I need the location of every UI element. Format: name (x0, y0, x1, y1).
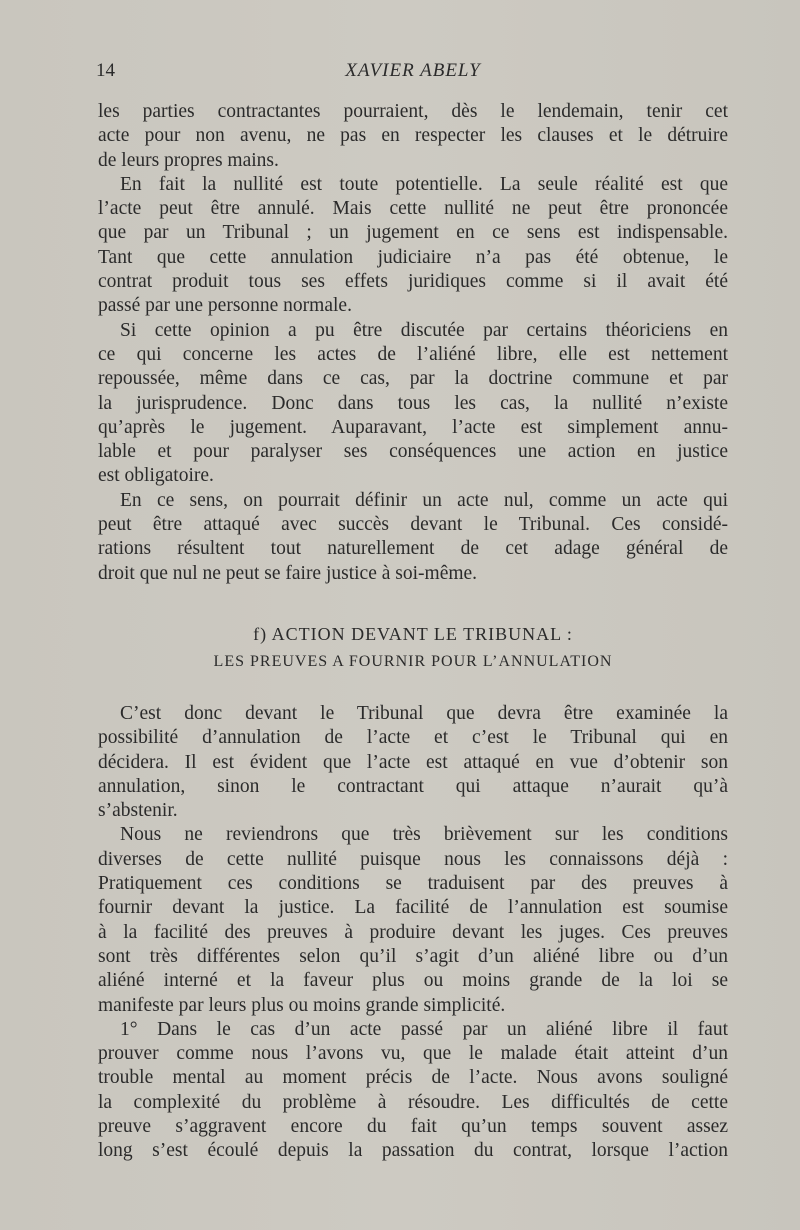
page-header (96, 60, 730, 86)
text-line: passé par une personne normale. (98, 295, 352, 317)
text-line: s’abstenir. (98, 800, 178, 822)
text-line: En fait la nullité est toute potentielle. La seule réalité est que (120, 173, 728, 195)
text-line: Tant que cette annulation judiciaire n’a pas été obtenue, le (98, 246, 728, 268)
text-line: repoussée, même dans ce cas, par la doctrine commune et par (98, 368, 728, 390)
running-head: XAVIER ABELY (345, 60, 481, 81)
spacer (98, 676, 728, 702)
text-line: Nous ne reviendrons que très brièvement sur les conditions (120, 824, 728, 846)
text-line: que par un Tribunal ; un jugement en ce sens est indispensable. (98, 222, 728, 244)
text-line: Pratiquement ces conditions se traduisent par des preuves à (98, 873, 728, 895)
text-line: manifeste par leurs plus ou moins grande simplicité. (98, 994, 506, 1016)
text-line: annulation, sinon le contractant qui attaque n’aurait qu’à (98, 775, 728, 797)
paragraph (98, 173, 728, 319)
text-line: 1° Dans le cas d’un acte passé par un aliéné libre il faut (120, 1018, 728, 1040)
paragraph (98, 823, 728, 1017)
text-line: trouble mental au moment précis de l’acte. Nous avons souligné (98, 1067, 728, 1089)
text-line: l’acte peut être annulé. Mais cette nullité ne peut être prononcée (98, 198, 728, 220)
text-line: aliéné interné et la faveur plus ou moins grande de la loi se (98, 970, 728, 992)
text-line: de leurs propres mains. (98, 149, 279, 171)
paragraph (98, 702, 728, 823)
text-line: contrat produit tous ses effets juridiques comme si il avait été (98, 271, 728, 293)
text-line: ce qui concerne les actes de l’aliéné libre, elle est nettement (98, 343, 728, 365)
text-line: possibilité d’annulation de l’acte et c’est le Tribunal qui en (98, 727, 728, 749)
text-line: peut être attaqué avec succès devant le Tribunal. Ces considé- (98, 514, 728, 536)
section-subheading: LES PREUVES A FOURNIR POUR L’ANNULATION (213, 652, 613, 670)
text-line: décidera. Il est évident que l’acte est attaqué en vue d’obtenir son (98, 751, 728, 773)
paragraph (98, 1018, 728, 1164)
section-heading: f) ACTION DEVANT LE TRIBUNAL : (253, 623, 573, 644)
text-line: C’est donc devant le Tribunal que devra être examinée la (120, 702, 728, 724)
text-line: qu’après le jugement. Auparavant, l’acte est simplement annu- (98, 416, 728, 438)
text-line: long s’est écoulé depuis la passation du contrat, lorsque l’action (98, 1140, 728, 1162)
paragraph (98, 100, 728, 173)
text-line: est obligatoire. (98, 465, 214, 487)
text-line: sont très différentes selon qu’il s’agit d’un aliéné libre ou d’un (98, 945, 728, 967)
text-line: rations résultent tout naturellement de cet adage général de (98, 538, 728, 560)
text-line: la jurisprudence. Donc dans tous les cas, la nullité n’existe (98, 392, 728, 414)
text-line: les parties contractantes pourraient, dès le lendemain, tenir cet (98, 101, 728, 122)
text-line: fournir devant la justice. La facilité de l’annulation est soumise (98, 897, 728, 919)
paragraph (98, 319, 728, 489)
text-line: prouver comme nous l’avons vu, que le malade était atteint d’un (98, 1043, 728, 1065)
text-line: En ce sens, on pourrait définir un acte nul, comme un acte qui (120, 489, 728, 511)
text-line: la complexité du problème à résoudre. Les difficultés de cette (98, 1091, 728, 1113)
text-line: droit que nul ne peut se faire justice à soi-même. (98, 562, 478, 584)
text-line: lable et pour paralyser ses conséquences une action en justice (98, 441, 728, 463)
text-line: Si cette opinion a pu être discutée par certains théoriciens en (120, 319, 728, 341)
text-line: à la facilité des preuves à produire devant les juges. Ces preuves (98, 921, 728, 943)
body-text (98, 100, 728, 1164)
spacer (98, 586, 728, 620)
paragraph (98, 489, 728, 586)
text-line: preuve s’aggravent encore du fait qu’un temps souvent assez (98, 1115, 728, 1137)
page-number: 14 (96, 60, 115, 81)
text-line: diverses de cette nullité puisque nous les connaissons déjà : (98, 848, 728, 870)
text-line: acte pour non avenu, ne pas en respecter les clauses et le détruire (98, 125, 728, 147)
